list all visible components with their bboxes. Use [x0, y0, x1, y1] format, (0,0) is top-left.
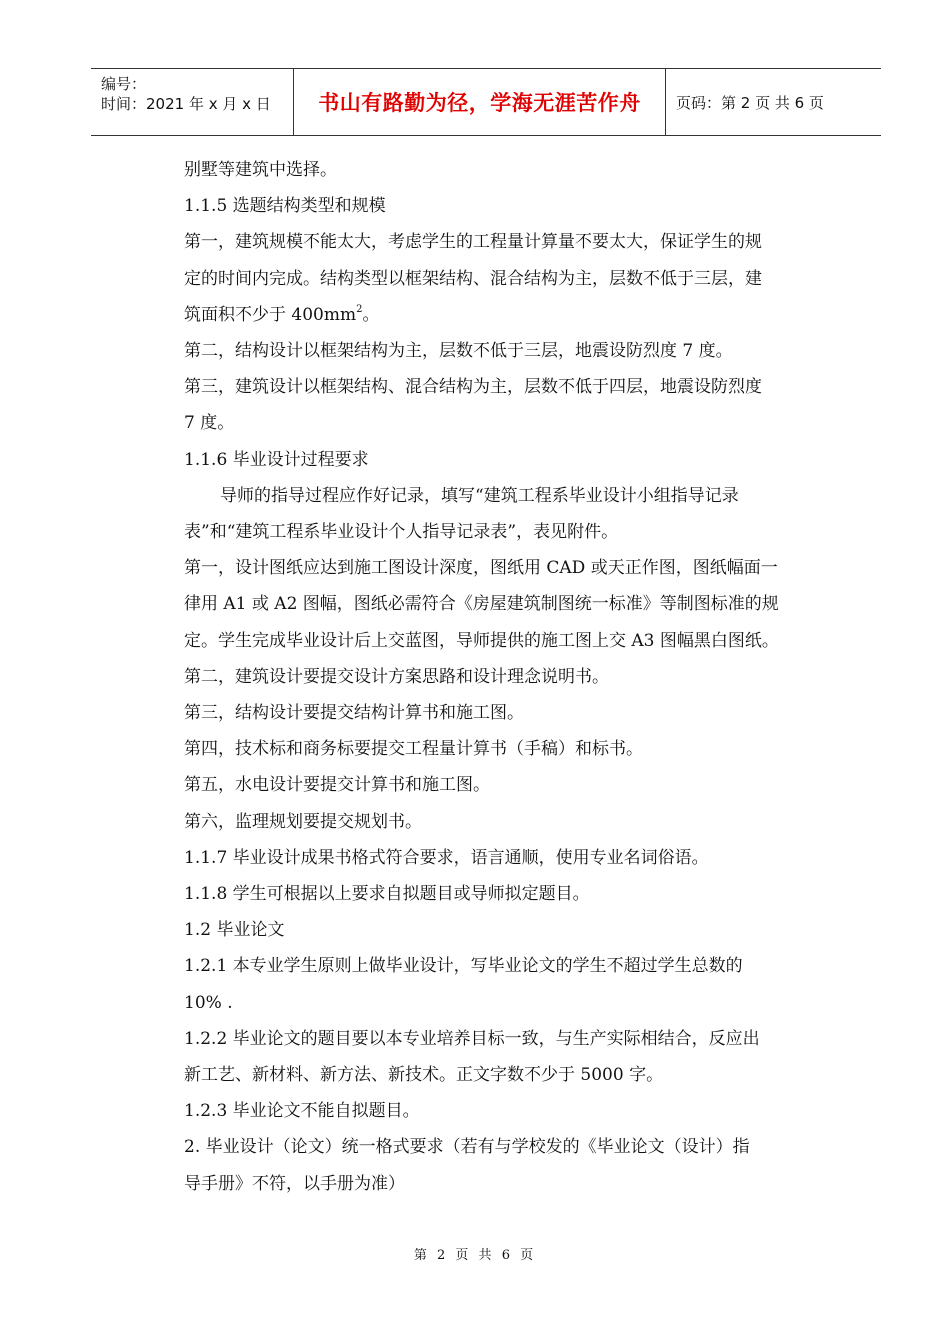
- body-line: 7 度。: [184, 413, 235, 434]
- body-line: 第二，建筑设计要提交设计方案思路和设计理念说明书。: [184, 666, 609, 687]
- section-heading-1-1-7: 1.1.7 毕业设计成果书格式符合要求，语言通顺，使用专业名词俗语。: [184, 847, 709, 868]
- document-body: [184, 152, 844, 1202]
- page-footer: 第 2 页 共 6 页: [413, 1248, 537, 1263]
- section-heading-1-2-1: 1.2.1 本专业学生原则上做毕业设计，写毕业论文的学生不超过学生总数的: [184, 956, 743, 977]
- body-line: 别墅等建筑中选择。: [184, 160, 337, 180]
- area-superscript: 2: [356, 303, 363, 315]
- body-line: 定。学生完成毕业设计后上交蓝图，导师提供的施工图上交 A3 图幅黑白图纸。: [184, 630, 779, 651]
- section-heading-1-2-2: 1.2.2 毕业论文的题目要以本专业培养目标一致，与生产实际相结合，反应出: [184, 1028, 760, 1049]
- page-header: [91, 68, 881, 136]
- body-line-area: [184, 297, 844, 333]
- header-motto: 书山有路勤为径，学海无涯苦作舟: [318, 91, 641, 115]
- body-line: 第二，结构设计以框架结构为主，层数不低于三层，地震设防烈度 7 度。: [184, 341, 733, 362]
- header-divider-right: [665, 69, 666, 135]
- body-line: 导手册》不符，以手册为准）: [184, 1173, 405, 1194]
- body-line: 第一，建筑规模不能太大，考虑学生的工程量计算量不要太大，保证学生的规: [184, 232, 762, 253]
- section-heading-2: 2. 毕业设计（论文）统一格式要求（若有与学校发的《毕业论文（设计）指: [184, 1137, 750, 1158]
- area-suffix: 。: [362, 304, 380, 325]
- area-text: 筑面积不少于 400mm: [184, 304, 357, 325]
- body-line-indented: 导师的指导过程应作好记录，填写“建筑工程系毕业设计小组指导记录: [220, 485, 739, 506]
- body-line: 第四，技术标和商务标要提交工程量计算书（手稿）和标书。: [184, 739, 643, 760]
- section-heading-1-1-6: 1.1.6 毕业设计过程要求: [184, 449, 369, 470]
- body-line: 表”和“建筑工程系毕业设计个人指导记录表”，表见附件。: [184, 522, 619, 543]
- body-line: 定的时间内完成。结构类型以框架结构、混合结构为主，层数不低于三层，建: [184, 268, 762, 289]
- header-meta: [101, 74, 271, 114]
- body-line: 第三，建筑设计以框架结构、混合结构为主，层数不低于四层，地震设防烈度: [184, 377, 762, 398]
- document-number-label: 编号：: [101, 75, 147, 93]
- section-heading-1-1-5: 1.1.5 选题结构类型和规模: [184, 196, 386, 217]
- section-heading-1-1-8: 1.1.8 学生可根据以上要求自拟题目或导师拟定题目。: [184, 884, 590, 905]
- document-time-label: 时间：2021 年 x 月 x 日: [101, 95, 271, 113]
- body-line: 第五，水电设计要提交计算书和施工图。: [184, 775, 490, 796]
- body-line: 第六，监理规划要提交规划书。: [184, 811, 422, 832]
- section-heading-1-2-3: 1.2.3 毕业论文不能自拟题目。: [184, 1101, 420, 1122]
- body-line: 第一，设计图纸应达到施工图设计深度，图纸用 CAD 或天正作图，图纸幅面一: [184, 558, 778, 579]
- body-line: 律用 A1 或 A2 图幅，图纸必需符合《房屋建筑制图统一标准》等制图标准的规: [184, 594, 779, 615]
- body-line: 第三，结构设计要提交结构计算书和施工图。: [184, 703, 524, 724]
- body-line: 新工艺、新材料、新方法、新技术。正文字数不少于 5000 字。: [184, 1065, 664, 1086]
- header-page-number: 页码：第 2 页 共 6 页: [676, 93, 824, 112]
- section-heading-1-2: 1.2 毕业论文: [184, 920, 285, 941]
- body-line: 10% .: [184, 992, 233, 1013]
